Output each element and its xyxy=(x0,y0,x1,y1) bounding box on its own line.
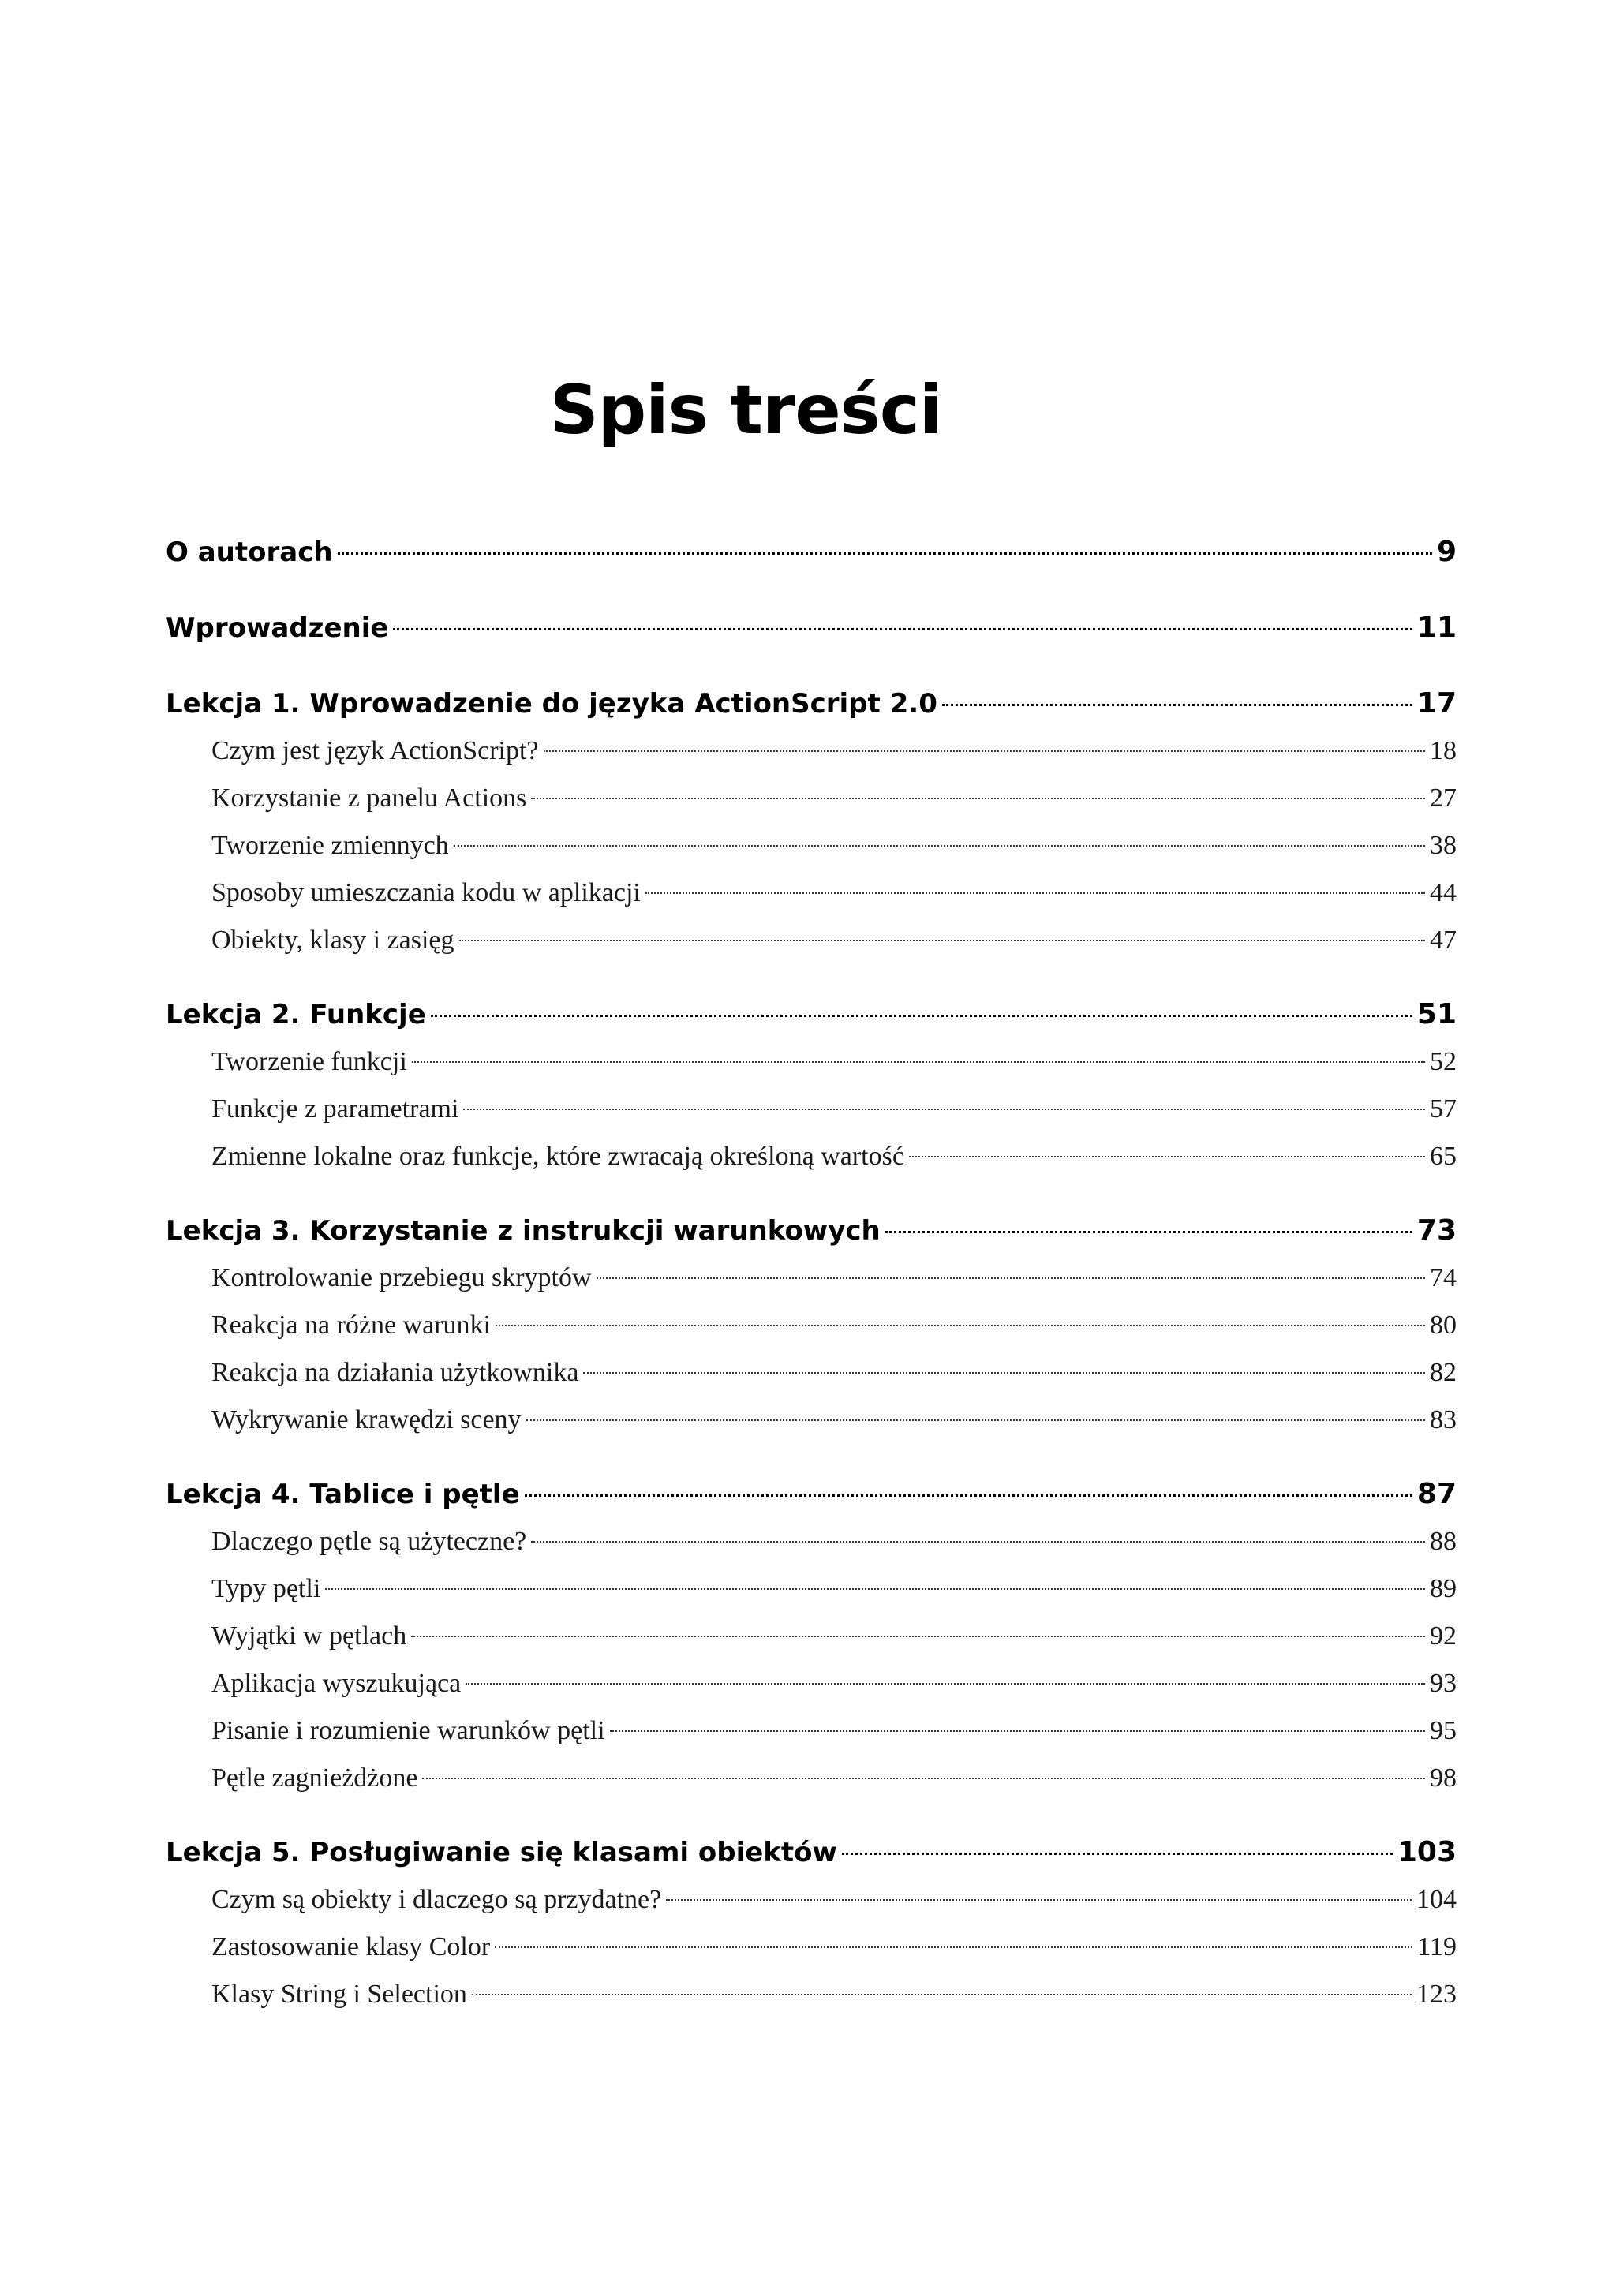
toc-section-page: 88 xyxy=(1430,1527,1457,1556)
dot-leader xyxy=(531,798,1425,799)
toc-section-label: Reakcja na różne warunki xyxy=(211,1311,491,1340)
toc-section-label: Czym jest język ActionScript? xyxy=(211,736,539,765)
toc-section-label: Korzystanie z panelu Actions xyxy=(211,783,527,813)
toc-entry-label: Wprowadzenie xyxy=(166,612,389,644)
dot-leader xyxy=(472,1994,1412,1995)
page-title: Spis treści xyxy=(549,371,942,450)
toc-section-page: 80 xyxy=(1430,1311,1457,1340)
toc-section-page: 52 xyxy=(1430,1047,1457,1076)
toc-section-page: 57 xyxy=(1430,1094,1457,1124)
spacer xyxy=(166,964,1457,991)
spacer xyxy=(166,652,1457,680)
toc-section[interactable] xyxy=(166,775,1457,822)
toc-section-page: 119 xyxy=(1417,1932,1457,1961)
dot-leader xyxy=(412,1061,1425,1063)
toc-section[interactable] xyxy=(166,1660,1457,1707)
toc-section-label: Zastosowanie klasy Color xyxy=(211,1932,491,1961)
toc-section-label: Obiekty, klasy i zasięg xyxy=(211,926,454,955)
toc-section-page: 47 xyxy=(1430,926,1457,955)
toc-section[interactable] xyxy=(166,1133,1457,1180)
toc-section-page: 95 xyxy=(1430,1716,1457,1745)
table-of-contents xyxy=(166,529,1457,2018)
toc-section[interactable] xyxy=(166,1397,1457,1444)
dot-leader xyxy=(942,704,1412,706)
toc-section[interactable] xyxy=(166,869,1457,917)
toc-section[interactable] xyxy=(166,1755,1457,1802)
toc-chapter-label: Lekcja 4. Tablice i pętle xyxy=(166,1479,520,1510)
toc-section[interactable] xyxy=(166,1302,1457,1349)
toc-entry-page: 11 xyxy=(1416,611,1457,644)
toc-section[interactable] xyxy=(166,1255,1457,1302)
toc-chapter-1[interactable] xyxy=(166,680,1457,727)
toc-section-page: 27 xyxy=(1430,783,1457,813)
dot-leader xyxy=(842,1853,1393,1855)
toc-section[interactable] xyxy=(166,1086,1457,1133)
toc-chapter-page: 17 xyxy=(1416,687,1457,720)
dot-leader xyxy=(466,1683,1425,1685)
toc-chapter-page: 103 xyxy=(1397,1836,1457,1868)
toc-chapter-4[interactable] xyxy=(166,1471,1457,1518)
toc-section-label: Reakcja na działania użytkownika xyxy=(211,1358,579,1387)
toc-section-label: Kontrolowanie przebiegu skryptów xyxy=(211,1263,592,1292)
toc-section[interactable] xyxy=(166,917,1457,964)
dot-leader xyxy=(496,1325,1425,1326)
toc-section-label: Wykrywanie krawędzi sceny xyxy=(211,1405,522,1434)
toc-section-page: 123 xyxy=(1416,1980,1457,2009)
toc-section-page: 18 xyxy=(1430,736,1457,765)
toc-chapter-label: Lekcja 1. Wprowadzenie do języka ActionScript 2.0 xyxy=(166,688,937,720)
toc-section[interactable] xyxy=(166,822,1457,869)
dot-leader xyxy=(325,1588,1425,1590)
toc-chapter-page: 73 xyxy=(1416,1214,1457,1247)
spacer xyxy=(166,576,1457,604)
dot-leader xyxy=(338,552,1432,555)
dot-leader xyxy=(525,1494,1412,1497)
toc-section-label: Sposoby umieszczania kodu w aplikacji xyxy=(211,878,641,907)
toc-section-label: Pętle zagnieżdżone xyxy=(211,1763,418,1793)
toc-chapter-2[interactable] xyxy=(166,991,1457,1038)
toc-section-label: Dlaczego pętle są użyteczne? xyxy=(211,1527,527,1556)
toc-entry-page: 9 xyxy=(1436,536,1457,568)
toc-section-label: Funkcje z parametrami xyxy=(211,1094,459,1124)
toc-chapter-label: Lekcja 3. Korzystanie z instrukcji warunkowych xyxy=(166,1215,881,1247)
toc-section[interactable] xyxy=(166,1565,1457,1613)
toc-section-page: 44 xyxy=(1430,878,1457,907)
dot-leader xyxy=(583,1372,1425,1374)
dot-leader xyxy=(597,1277,1425,1279)
dot-leader xyxy=(645,892,1425,894)
dot-leader xyxy=(459,940,1426,941)
toc-section[interactable] xyxy=(166,1349,1457,1397)
dot-leader xyxy=(422,1778,1425,1779)
toc-section[interactable] xyxy=(166,1038,1457,1086)
toc-chapter-label: Lekcja 5. Posługiwanie się klasami obiektów xyxy=(166,1837,837,1868)
dot-leader xyxy=(885,1231,1412,1233)
toc-section-label: Aplikacja wyszukująca xyxy=(211,1669,462,1698)
toc-chapter-3[interactable] xyxy=(166,1207,1457,1255)
toc-section-page: 93 xyxy=(1430,1669,1457,1698)
toc-section-page: 74 xyxy=(1430,1263,1457,1292)
toc-section-page: 89 xyxy=(1430,1574,1457,1603)
spacer xyxy=(166,1180,1457,1207)
toc-section-label: Pisanie i rozumienie warunków pętli xyxy=(211,1716,605,1745)
toc-section-page: 38 xyxy=(1430,831,1457,860)
toc-section-label: Zmienne lokalne oraz funkcje, które zwracają określoną wartość xyxy=(211,1142,904,1171)
toc-section[interactable] xyxy=(166,1876,1457,1924)
toc-entry-about-authors[interactable] xyxy=(166,529,1457,576)
toc-chapter-page: 87 xyxy=(1416,1478,1457,1510)
dot-leader xyxy=(411,1636,1425,1637)
dot-leader xyxy=(531,1541,1425,1543)
toc-entry-label: O autorach xyxy=(166,537,333,568)
toc-section[interactable] xyxy=(166,1518,1457,1565)
toc-section[interactable] xyxy=(166,1707,1457,1755)
dot-leader xyxy=(431,1015,1412,1017)
toc-entry-introduction[interactable] xyxy=(166,604,1457,652)
toc-section-label: Klasy String i Selection xyxy=(211,1980,467,2009)
dot-leader xyxy=(909,1156,1425,1157)
toc-section-label: Wyjątki w pętlach xyxy=(211,1621,407,1651)
dot-leader xyxy=(454,845,1425,847)
toc-section-label: Tworzenie zmiennych xyxy=(211,831,449,860)
toc-section-label: Typy pętli xyxy=(211,1574,321,1603)
toc-chapter-5[interactable] xyxy=(166,1829,1457,1876)
toc-chapter-page: 51 xyxy=(1416,998,1457,1030)
toc-section-page: 104 xyxy=(1416,1885,1457,1914)
toc-section-page: 65 xyxy=(1430,1142,1457,1171)
dot-leader xyxy=(544,750,1425,752)
toc-section-page: 92 xyxy=(1430,1621,1457,1651)
dot-leader xyxy=(610,1730,1425,1732)
toc-section-page: 83 xyxy=(1430,1405,1457,1434)
dot-leader xyxy=(666,1899,1412,1901)
dot-leader xyxy=(495,1946,1412,1948)
spacer xyxy=(166,1444,1457,1471)
toc-section-page: 98 xyxy=(1430,1763,1457,1793)
toc-section-page: 82 xyxy=(1430,1358,1457,1387)
toc-section[interactable] xyxy=(166,1924,1457,1971)
dot-leader xyxy=(393,628,1412,630)
toc-chapter-label: Lekcja 2. Funkcje xyxy=(166,999,426,1030)
toc-section-label: Czym są obiekty i dlaczego są przydatne? xyxy=(211,1885,662,1914)
toc-section[interactable] xyxy=(166,727,1457,775)
dot-leader xyxy=(526,1419,1425,1421)
spacer xyxy=(166,1802,1457,1829)
toc-section[interactable] xyxy=(166,1971,1457,2018)
dot-leader xyxy=(463,1109,1425,1110)
toc-section-label: Tworzenie funkcji xyxy=(211,1047,407,1076)
toc-section[interactable] xyxy=(166,1613,1457,1660)
